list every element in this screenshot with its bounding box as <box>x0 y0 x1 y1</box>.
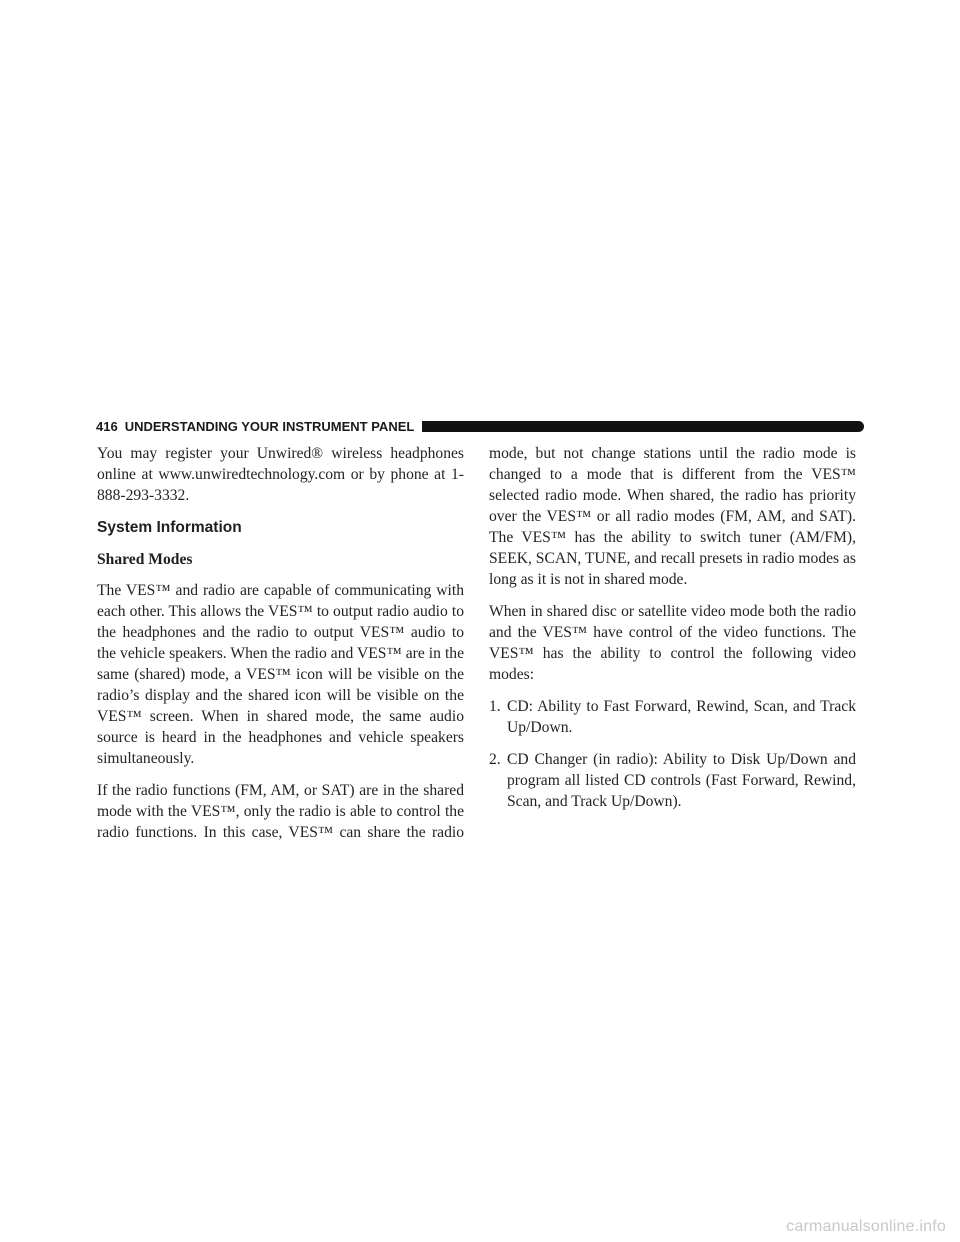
left-column <box>97 443 464 854</box>
header-rule <box>422 421 864 432</box>
list-number: 2. <box>489 751 501 768</box>
subsection-heading: Shared Modes <box>97 551 193 568</box>
paragraph: The VES™ and radio are capable of communicating with each other. This allows the VES™ to output radio audio to the headphones and the radio to output VES™ audio to the vehicle speakers. When the radio and VES™ are in the same (shared) mode, a VES™ icon will be visible on the radio’s display and the shared icon will be visible on the VES™ screen. When in shared mode, the same audio source is heard in the headphones and vehicle speakers simultaneously. <box>97 582 464 767</box>
watermark-link[interactable]: carmanualsonline.info <box>786 1218 946 1235</box>
page-header <box>96 418 864 434</box>
section-heading: System Information <box>97 519 242 536</box>
paragraph: mode, but not change stations until the radio mode is changed to a mode that is different from the VES™ selected radio mode. When shared, the radio has priority over the VES™ or all radio modes (FM, AM, and SAT). The VES™ has the ability to switch tuner (AM/FM), SEEK, SCAN, TUNE, and recall presets in radio modes as long as it is not in shared mode. <box>489 445 856 588</box>
list-text: CD: Ability to Fast Forward, Rewind, Scan, and Track Up/Down. <box>507 698 856 736</box>
paragraph: When in shared disc or satellite video mode both the radio and the VES™ have control of the video functions. The VES™ has the ability to control the following video modes: <box>489 603 856 683</box>
right-column <box>489 443 856 823</box>
intro-paragraph: You may register your Unwired® wireless headphones online at www.unwiredtechnology.com or by phone at 1-888-293-3332. <box>97 445 464 504</box>
list-text: CD Changer (in radio): Ability to Disk Up/Down and program all listed CD controls (Fast Forward, Rewind, Scan, and Track Up/Down). <box>507 751 856 810</box>
paragraph: If the radio functions (FM, AM, or SAT) are in the shared mode with the VES™, only the radio is able to control the radio functions. In this case, VES™ can share the radio <box>97 782 464 841</box>
list-item <box>489 696 856 738</box>
list-number: 1. <box>489 698 501 715</box>
page-number: 416 <box>96 418 118 434</box>
section-title: UNDERSTANDING YOUR INSTRUMENT PANEL <box>124 418 415 434</box>
list-item <box>489 749 856 812</box>
